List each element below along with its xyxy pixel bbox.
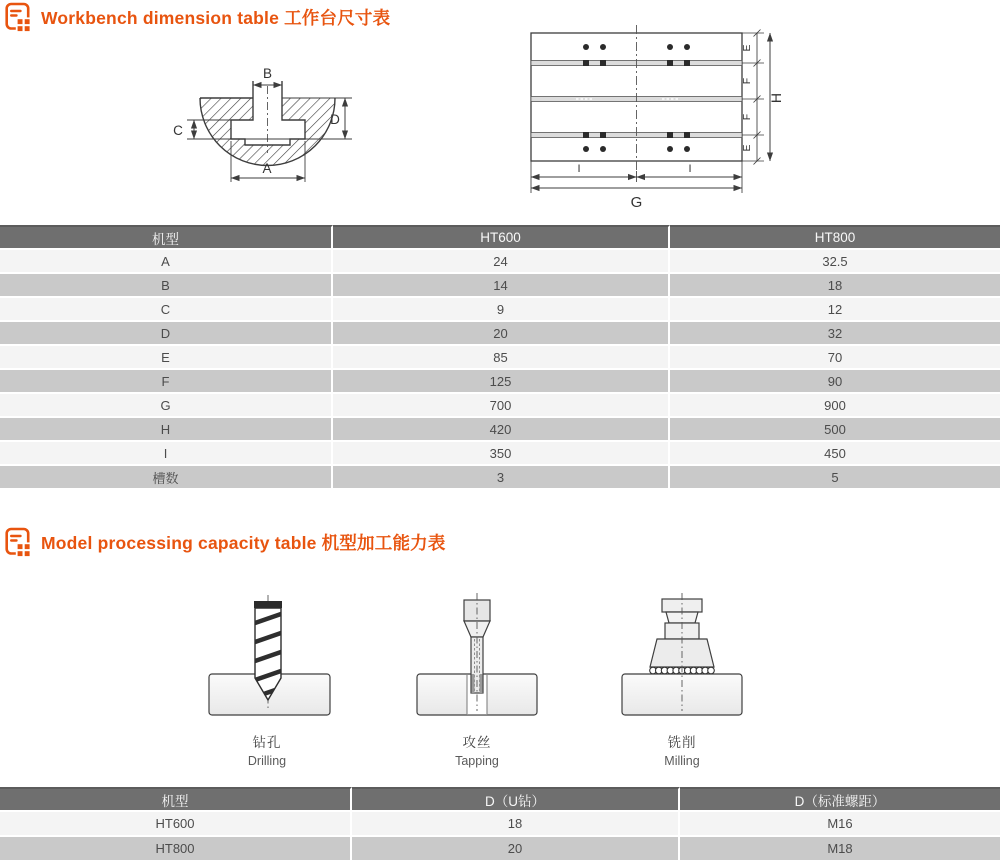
- dim-label-E-bottom: E: [741, 144, 753, 152]
- table-row: [0, 466, 1000, 490]
- dim-label-B: B: [262, 66, 273, 81]
- dim-label-C: C: [173, 123, 183, 138]
- table-header-cell: D（标准螺距）: [680, 787, 1000, 812]
- dim-label-E-top: E: [741, 44, 753, 52]
- section1-title-zh: 工作台尺寸表: [284, 7, 391, 28]
- table-cell: 24: [333, 250, 670, 274]
- processing-capacity-table: [0, 787, 1000, 862]
- tool-tapping-label-zh: 攻丝: [462, 735, 492, 750]
- section1-header: [5, 2, 390, 32]
- table-cell: M16: [680, 812, 1000, 837]
- table-cell: D: [0, 322, 333, 346]
- worktable-top-view-diagram: [500, 25, 800, 215]
- table-cell: 20: [333, 322, 670, 346]
- spec-list-icon: [5, 2, 33, 32]
- table-cell: 14: [333, 274, 670, 298]
- table-cell: 9: [333, 298, 670, 322]
- table-header-cell: HT800: [670, 225, 1000, 250]
- table-header-row: [0, 787, 1000, 812]
- tool-drilling-label-en: Drilling: [247, 754, 287, 768]
- table-cell: 700: [333, 394, 670, 418]
- table-cell: 350: [333, 442, 670, 466]
- table-cell: 18: [352, 812, 680, 837]
- table-cell: B: [0, 274, 333, 298]
- table-row: [0, 322, 1000, 346]
- table-header-cell: D（U钻）: [352, 787, 680, 812]
- section1-title: [41, 5, 390, 30]
- table-cell: 20: [352, 837, 680, 862]
- table-cell: F: [0, 370, 333, 394]
- spec-list-icon: [5, 527, 33, 557]
- table-cell: HT800: [0, 837, 352, 862]
- table-row: [0, 298, 1000, 322]
- table-cell: 5: [670, 466, 1000, 490]
- table-cell: 70: [670, 346, 1000, 370]
- table-cell: I: [0, 442, 333, 466]
- dim-label-F-lower: F: [741, 113, 753, 121]
- table-cell: H: [0, 418, 333, 442]
- table-row: [0, 837, 1000, 862]
- tool-milling: [612, 593, 752, 768]
- dim-label-F-upper: F: [741, 77, 753, 85]
- table-cell: 32: [670, 322, 1000, 346]
- mill-illustration: [612, 593, 752, 718]
- tool-tapping: [407, 593, 547, 768]
- section2-header: [5, 527, 446, 557]
- table-row: [0, 812, 1000, 837]
- dim-label-A: A: [262, 161, 272, 176]
- table-row: [0, 274, 1000, 298]
- table-cell: E: [0, 346, 333, 370]
- dim-label-D: D: [330, 112, 340, 127]
- table-cell: C: [0, 298, 333, 322]
- table-cell: 3: [333, 466, 670, 490]
- table-row: [0, 442, 1000, 466]
- section2-title-en: Model processing capacity table: [41, 532, 317, 553]
- dim-label-H: H: [768, 92, 784, 104]
- table-header-row: [0, 225, 1000, 250]
- tool-tapping-label-en: Tapping: [455, 754, 499, 768]
- table-cell: 槽数: [0, 466, 333, 490]
- table-row: [0, 250, 1000, 274]
- workbench-dimension-table: [0, 225, 1000, 490]
- table-header-cell: 机型: [0, 225, 333, 250]
- table-cell: M18: [680, 837, 1000, 862]
- table-row: [0, 346, 1000, 370]
- table-cell: A: [0, 250, 333, 274]
- section1-title-en: Workbench dimension table: [41, 7, 280, 28]
- table-cell: 18: [670, 274, 1000, 298]
- table-row: [0, 370, 1000, 394]
- table-cell: 500: [670, 418, 1000, 442]
- tslot-cross-section-diagram: [165, 45, 405, 215]
- table-header-cell: 机型: [0, 787, 352, 812]
- tool-milling-label-zh: 铣削: [667, 735, 697, 750]
- drill-illustration: [197, 593, 337, 718]
- table-cell: 90: [670, 370, 1000, 394]
- dim-label-I-left: I: [577, 163, 581, 175]
- table-cell: 32.5: [670, 250, 1000, 274]
- table-cell: 450: [670, 442, 1000, 466]
- dim-label-I-right: I: [688, 163, 692, 175]
- table-cell: 125: [333, 370, 670, 394]
- section2-title-zh: 机型加工能力表: [321, 532, 446, 553]
- tool-drilling-label-zh: 钻孔: [252, 735, 282, 750]
- table-cell: G: [0, 394, 333, 418]
- table-cell: 12: [670, 298, 1000, 322]
- section2-title: [41, 530, 446, 555]
- tool-drilling: [197, 593, 337, 768]
- table-row: [0, 418, 1000, 442]
- table-row: [0, 394, 1000, 418]
- table-header-cell: HT600: [333, 225, 670, 250]
- dim-label-G: G: [630, 194, 643, 211]
- tap-illustration: [407, 593, 547, 718]
- table-cell: 900: [670, 394, 1000, 418]
- table-cell: 85: [333, 346, 670, 370]
- tool-milling-label-en: Milling: [664, 754, 700, 768]
- table-cell: 420: [333, 418, 670, 442]
- table-cell: HT600: [0, 812, 352, 837]
